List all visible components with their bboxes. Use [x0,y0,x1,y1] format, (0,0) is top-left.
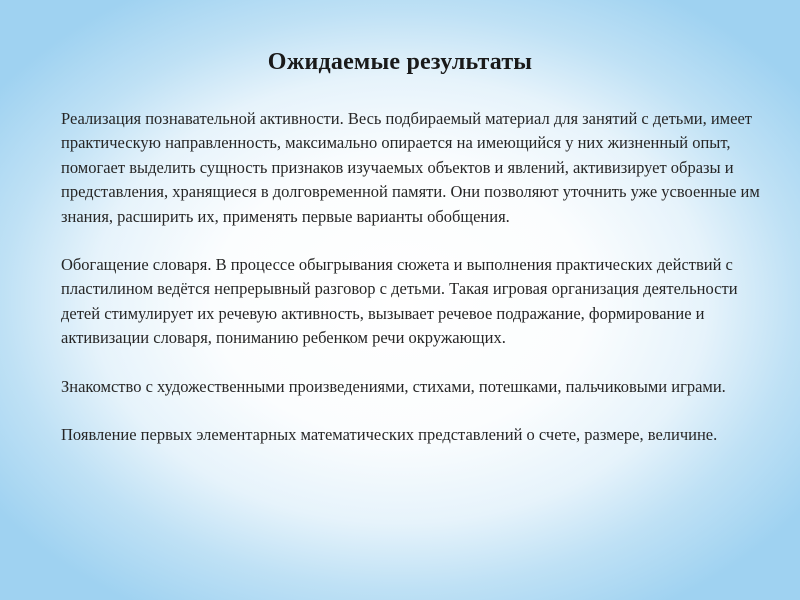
paragraph-vocabulary: Обогащение словаря. В процессе обыгрывания сюжета и выполнения практических действий с пластилином ведётся непрерывный разговор с детьми. Такая игровая организация деятельности детей стимулирует их речевую активность, вызывает речевое подражание, формирование и активизации словаря, пониманию ребенком речи окружающих. [61,255,738,348]
paragraph-math: Появление первых элементарных математических представлений о счете, размере, величине. [61,425,718,445]
paragraph-literature: Знакомство с художественными произведениями, стихами, потешками, пальчиковыми играми. [61,376,726,396]
paragraph-cognitive-activity: Реализация познавательной активности. Весь подбираемый материал для занятий с детьми, имеет практическую направленность, максимально опирается на имеющийся у них жизненный опыт, помогает выделить сущность признаков изучаемых объектов и явлений, активизирует образы и представления, хранящиеся в долговременной памяти. Они позволяют уточнить уже усвоенные им знания, расширить их, применять первые варианты обобщения. [61,109,760,226]
slide-title: Ожидаемые результаты [267,49,533,75]
slide-body [61,107,761,471]
